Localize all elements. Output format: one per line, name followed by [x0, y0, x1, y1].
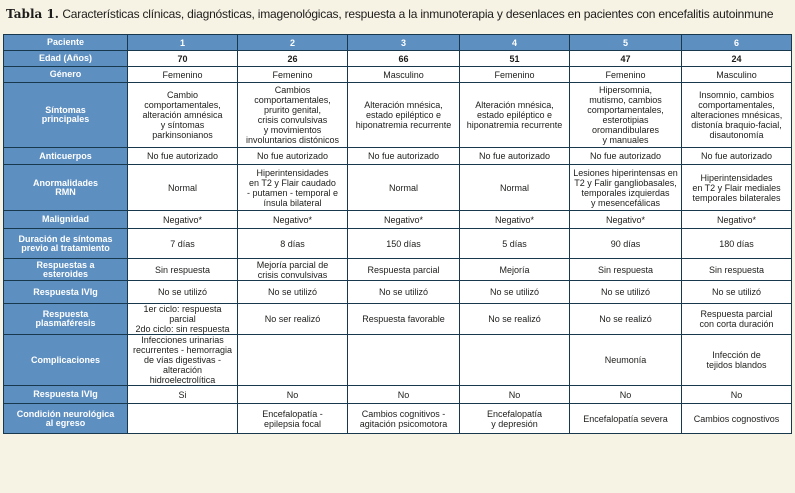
table-cell: Respuesta parcial [348, 259, 460, 281]
row-duracion [4, 229, 792, 259]
row-complicaciones [4, 335, 792, 386]
table-cell: Respuesta parcial con corta duración [682, 304, 792, 335]
row-esteroides [4, 259, 792, 281]
table-cell: Encefalopatía - epilepsia focal [238, 404, 348, 434]
table-cell [460, 335, 570, 386]
table-cell: Alteración mnésica, estado epiléptico e hiponatremia recurrente [460, 83, 570, 148]
table-cell: 3 [348, 35, 460, 51]
table-cell: 47 [570, 51, 682, 67]
table-cell: Alteración mnésica, estado epiléptico e hiponatremia recurrente [348, 83, 460, 148]
table-cell: Femenino [570, 67, 682, 83]
table-label: Tabla 1. [6, 7, 59, 21]
table-cell: No [348, 386, 460, 404]
row-ivig [4, 281, 792, 304]
table-cell: Femenino [128, 67, 238, 83]
table-cell: 5 [570, 35, 682, 51]
table-cell: 2 [238, 35, 348, 51]
row-edad [4, 51, 792, 67]
table-cell: No [238, 386, 348, 404]
table-cell: No [460, 386, 570, 404]
row-header: Condición neurológica al egreso [4, 404, 128, 434]
table-cell: No fue autorizado [460, 148, 570, 165]
table-cell: Negativo* [128, 211, 238, 229]
table-cell: No se utilizó [570, 281, 682, 304]
table-cell: Infección de tejidos blandos [682, 335, 792, 386]
table-cell: Infecciones urinarias recurrentes - hemorragia de vías digestivas - alteración hidroelectrolítica [128, 335, 238, 386]
table-cell: No se utilizó [348, 281, 460, 304]
row-ivig-2 [4, 386, 792, 404]
table-cell: 7 días [128, 229, 238, 259]
table-cell [348, 335, 460, 386]
table-cell: No fue autorizado [682, 148, 792, 165]
row-header: Edad (Años) [4, 51, 128, 67]
row-paciente [4, 35, 792, 51]
row-header: Respuestas a esteroides [4, 259, 128, 281]
table-cell: Masculino [348, 67, 460, 83]
table-cell: 6 [682, 35, 792, 51]
table-cell: 1 [128, 35, 238, 51]
table-cell: Neumonía [570, 335, 682, 386]
table-cell: No se realizó [460, 304, 570, 335]
table-cell: Hipersomnia, mutismo, cambios comportamentales, esterotipias oromandibulares y manuales [570, 83, 682, 148]
row-header: Complicaciones [4, 335, 128, 386]
row-header: Anticuerpos [4, 148, 128, 165]
table-cell: Mejoría parcial de crisis convulsivas [238, 259, 348, 281]
table-cell: Negativo* [238, 211, 348, 229]
row-rmn [4, 165, 792, 211]
table-cell: Cambios comportamentales, prurito genital, crisis convulsivas y movimientos involuntarios distónicos [238, 83, 348, 148]
table-cell: 180 días [682, 229, 792, 259]
table-cell: No fue autorizado [128, 148, 238, 165]
table-cell: No fue autorizado [238, 148, 348, 165]
table-cell: No fue autorizado [570, 148, 682, 165]
table-cell: Femenino [238, 67, 348, 83]
table-cell: Negativo* [570, 211, 682, 229]
table-cell: Sin respuesta [682, 259, 792, 281]
table-cell: 1er ciclo: respuesta parcial 2do ciclo: sin respuesta [128, 304, 238, 335]
patients-table [3, 34, 792, 434]
table-cell: 90 días [570, 229, 682, 259]
table-cell: Encefalopatía severa [570, 404, 682, 434]
table-cell: Mejoría [460, 259, 570, 281]
table-cell: Normal [460, 165, 570, 211]
table-cell: No se utilizó [460, 281, 570, 304]
table-cell: Lesiones hiperintensas en T2 y Falir gangliobasales, temporales izquierdas y mesencefálicas [570, 165, 682, 211]
row-malignidad [4, 211, 792, 229]
table-cell [128, 404, 238, 434]
table-cell: Femenino [460, 67, 570, 83]
table-cell: Hiperintensidades en T2 y Flair caudado - putamen - temporal e ínsula bilateral [238, 165, 348, 211]
table-cell: 70 [128, 51, 238, 67]
table-cell: Masculino [682, 67, 792, 83]
row-anticuerpos [4, 148, 792, 165]
table-cell: Negativo* [682, 211, 792, 229]
row-condicion [4, 404, 792, 434]
table-cell: Cambios cognitivos - agitación psicomotora [348, 404, 460, 434]
table-cell: 24 [682, 51, 792, 67]
table-cell: No ser realizó [238, 304, 348, 335]
table-cell: Negativo* [460, 211, 570, 229]
table-cell: No se utilizó [682, 281, 792, 304]
table-cell: Cambio comportamentales, alteración amnésica y síntomas parkinsonianos [128, 83, 238, 148]
row-header: Género [4, 67, 128, 83]
table-cell: Sin respuesta [570, 259, 682, 281]
row-header: Anormalidades RMN [4, 165, 128, 211]
table-title: Características clínicas, diagnósticas, imagenológicas, respuesta a la inmunoterapia y desenlaces en pacientes con encefalitis autoinmune [62, 7, 774, 21]
table-cell: Si [128, 386, 238, 404]
table-cell: No se utilizó [128, 281, 238, 304]
table-cell: Encefalopatía y depresión [460, 404, 570, 434]
table-cell: Negativo* [348, 211, 460, 229]
row-header: Respuesta plasmaféresis [4, 304, 128, 335]
table-cell: Sin respuesta [128, 259, 238, 281]
table-cell: 51 [460, 51, 570, 67]
row-header: Paciente [4, 35, 128, 51]
table-cell: Insomnio, cambios comportamentales, alteraciones mnésicas, distonía braquio-facial, disautonomía [682, 83, 792, 148]
row-header: Malignidad [4, 211, 128, 229]
table-cell: 4 [460, 35, 570, 51]
table-cell: No se utilizó [238, 281, 348, 304]
table-cell: Cambios cognostivos [682, 404, 792, 434]
row-header: Duración de síntomas previo al tratamiento [4, 229, 128, 259]
row-header: Respuesta IVIg [4, 386, 128, 404]
row-plasmaferesis [4, 304, 792, 335]
table-cell: No [570, 386, 682, 404]
table-cell: 150 días [348, 229, 460, 259]
table-cell: Normal [348, 165, 460, 211]
table-cell: 66 [348, 51, 460, 67]
table-cell: Normal [128, 165, 238, 211]
table-cell: Hiperintensidades en T2 y Flair mediales temporales bilaterales [682, 165, 792, 211]
row-genero [4, 67, 792, 83]
table-caption [6, 3, 791, 25]
table-cell: 26 [238, 51, 348, 67]
row-sintomas [4, 83, 792, 148]
table-cell: No fue autorizado [348, 148, 460, 165]
table-cell: 8 días [238, 229, 348, 259]
table-cell: Respuesta favorable [348, 304, 460, 335]
table-cell: No se realizó [570, 304, 682, 335]
table-cell: 5 días [460, 229, 570, 259]
row-header: Respuesta IVIg [4, 281, 128, 304]
table-cell [238, 335, 348, 386]
row-header: Síntomas principales [4, 83, 128, 148]
table-cell: No [682, 386, 792, 404]
